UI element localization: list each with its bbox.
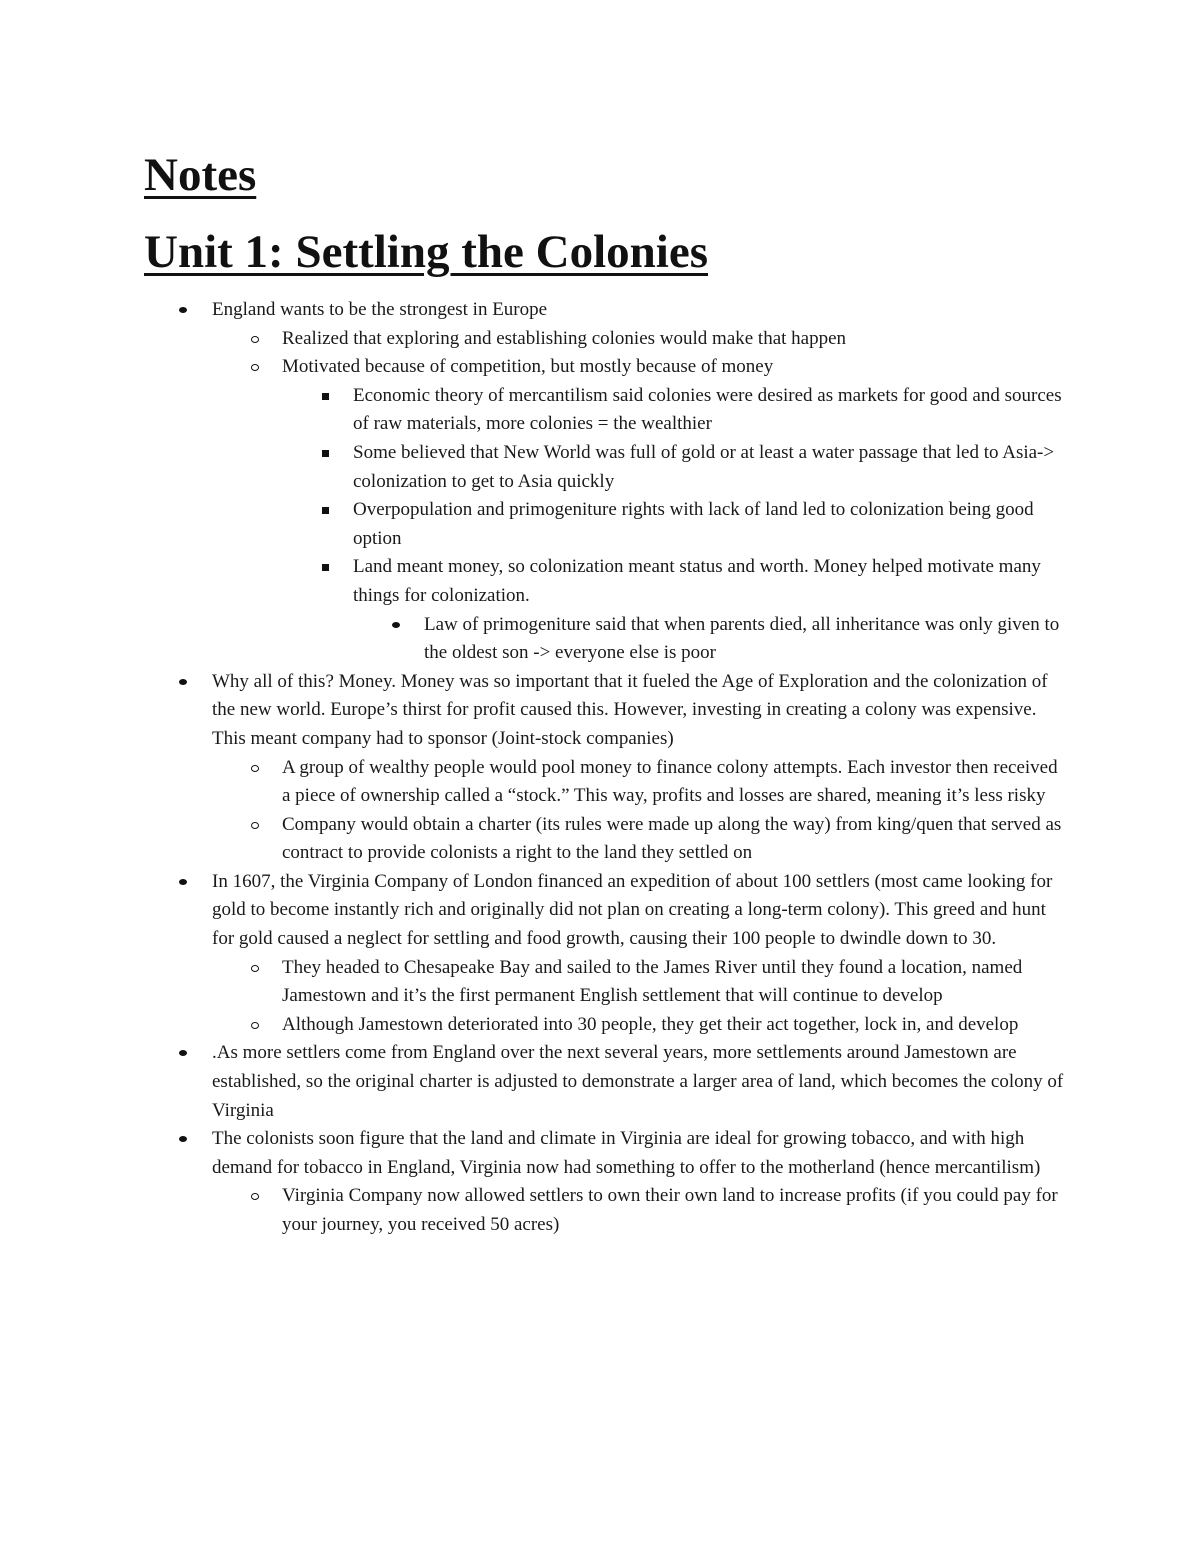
list-item: [144, 1182, 1064, 1239]
notes-heading: Notes: [144, 149, 257, 201]
list-item-text: England wants to be the strongest in Europe: [212, 299, 548, 320]
list-item: [144, 754, 1064, 811]
list-item-text: Company would obtain a charter (its rules were made up along the way) from king/quen that served as contract to provide colonists a right to the land they settled on: [282, 813, 1062, 864]
bullet-circle-icon: [248, 353, 262, 382]
list-item-text: Economic theory of mercantilism said colonies were desired as markets for good and sources of raw materials, more colonies = the wealthier: [353, 384, 1062, 435]
bullet-square-icon: [318, 382, 332, 411]
bullet-dot-icon: [389, 611, 403, 640]
list-item-text: Some believed that New World was full of gold or at least a water passage that led to Asia-> colonization to get to Asia quickly: [353, 441, 1055, 492]
bullet-circle-icon: [248, 1182, 262, 1211]
list-item-text: Virginia Company now allowed settlers to own their own land to increase profits (if you could pay for your journey, you received 50 acres): [282, 1185, 1058, 1235]
bullet-circle-icon: [248, 954, 262, 983]
bullet-circle-icon: [248, 811, 262, 840]
list-item: [144, 553, 1064, 610]
list-item-text: The colonists soon figure that the land and climate in Virginia are ideal for growing tobacco, and with high demand for tobacco in England, Virginia now had something to offer to the motherland (hence mercantilism): [212, 1128, 1041, 1178]
list-item-text: Motivated because of competition, but mostly because of money: [282, 356, 774, 378]
list-item: [144, 1125, 1064, 1182]
document-page: [144, 140, 1064, 1240]
list-item: [144, 668, 1064, 754]
bullet-dot-icon: [176, 1039, 190, 1068]
bullet-dot-icon: [176, 868, 190, 897]
bullet-square-icon: [318, 496, 332, 525]
list-item-text: Overpopulation and primogeniture rights with lack of land led to colonization being good option: [353, 499, 1034, 549]
bullet-square-icon: [318, 553, 332, 582]
bullet-list: [144, 296, 1064, 1240]
bullet-circle-icon: [248, 754, 262, 783]
bullet-circle-icon: [248, 1011, 262, 1040]
list-item-text: Land meant money, so colonization meant status and worth. Money helped motivate many things for colonization.: [353, 556, 1041, 606]
list-item-text: A group of wealthy people would pool money to finance colony attempts. Each investor then received a piece of ownership called a “stock.” This way, profits and losses are shared, meaning it’s less risky: [282, 756, 1058, 807]
list-item-text: Although Jamestown deteriorated into 30 people, they get their act together, lock in, and develop: [282, 1013, 1019, 1035]
bullet-dot-icon: [176, 668, 190, 697]
list-item-text: Realized that exploring and establishing colonies would make that happen: [282, 327, 847, 349]
unit-title: Unit 1: Settling the Colonies: [144, 226, 708, 278]
bullet-circle-icon: [248, 325, 262, 354]
list-item: [144, 325, 1064, 354]
list-item: [144, 611, 1064, 668]
list-item: [144, 439, 1064, 496]
list-item-text: Why all of this? Money. Money was so important that it fueled the Age of Exploration and the colonization of the new world. Europe’s thirst for profit caused this. However, investing in creating a colony was expensive. This meant company had to sponsor (Joint-stock companies): [212, 670, 1048, 749]
list-item-text: .As more settlers come from England over the next several years, more settlements around Jamestown are established, so the original charter is adjusted to demonstrate a larger area of land, which becomes the colony of Virginia: [212, 1042, 1064, 1121]
list-item: [144, 353, 1064, 382]
list-item-text: Law of primogeniture said that when parents died, all inheritance was only given to the oldest son -> everyone else is poor: [424, 613, 1060, 664]
list-item: [144, 1011, 1064, 1040]
list-item: [144, 868, 1064, 954]
list-item: [144, 496, 1064, 553]
bullet-dot-icon: [176, 1125, 190, 1154]
list-item: [144, 954, 1064, 1011]
list-item: [144, 296, 1064, 325]
list-item: [144, 382, 1064, 439]
bullet-square-icon: [318, 439, 332, 468]
list-item: [144, 1039, 1064, 1125]
list-item: [144, 811, 1064, 868]
list-item-text: They headed to Chesapeake Bay and sailed to the James River until they found a location, named Jamestown and it’s the first permanent English settlement that will continue to develop: [282, 956, 1023, 1007]
bullet-dot-icon: [176, 296, 190, 325]
list-item-text: In 1607, the Virginia Company of London financed an expedition of about 100 settlers (most came looking for gold to become instantly rich and originally did not plan on creating a long-term colony). This greed and hunt for gold caused a neglect for settling and food growth, causing their 100 people to dwindle down to 30.: [212, 870, 1053, 950]
